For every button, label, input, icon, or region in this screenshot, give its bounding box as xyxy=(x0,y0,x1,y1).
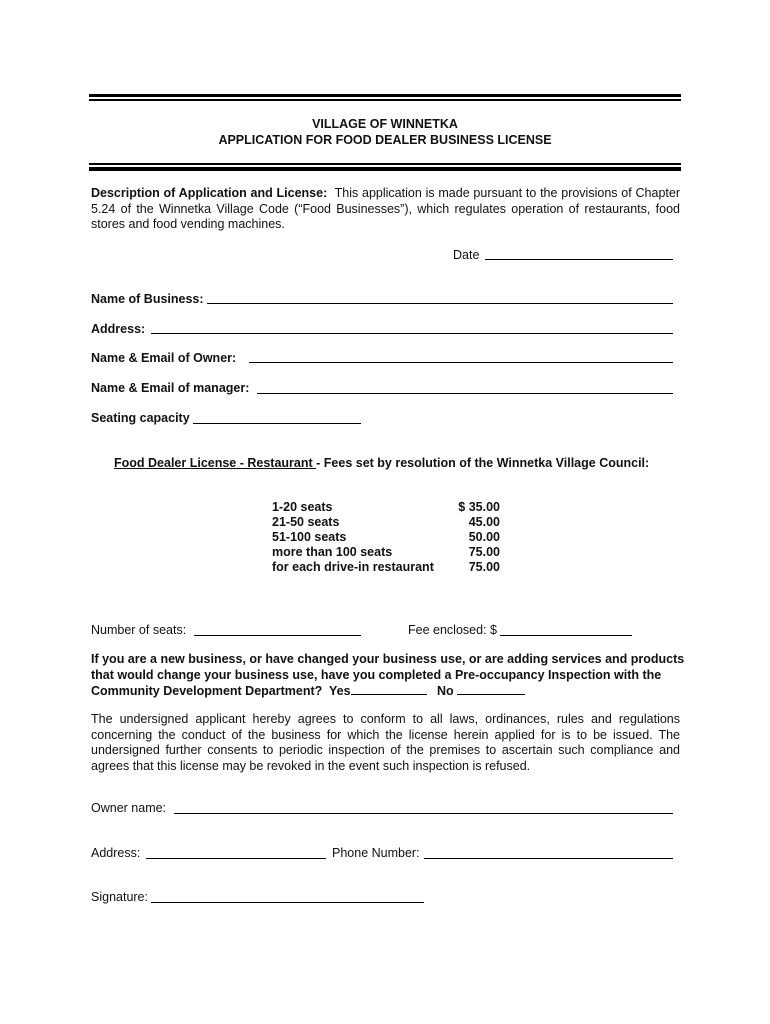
header-rule-thin xyxy=(89,163,681,165)
fee-row xyxy=(272,560,500,575)
signoff-address-label: Address: xyxy=(91,846,141,860)
signoff-address-field[interactable] xyxy=(146,858,326,859)
fee-row xyxy=(272,530,500,545)
owner-name-field[interactable] xyxy=(174,813,673,814)
fee-row xyxy=(272,500,500,515)
business-name-label: Name of Business: xyxy=(91,292,204,306)
description-heading: Description of Application and License: xyxy=(91,186,328,200)
inspection-yes-label: Yes xyxy=(329,684,351,698)
page-title-line2: APPLICATION FOR FOOD DEALER BUSINESS LICENSE xyxy=(218,133,552,147)
fees-heading xyxy=(114,456,649,470)
manager-label: Name & Email of manager: xyxy=(91,381,250,395)
date-field[interactable] xyxy=(485,259,673,260)
fee-enclosed-label: Fee enclosed: $ xyxy=(408,623,497,637)
inspection-no-field[interactable] xyxy=(457,683,525,695)
top-rule-thick xyxy=(89,94,681,97)
inspection-yes-field[interactable] xyxy=(351,683,427,695)
inspection-question-text: If you are a new business, or have changed your business use, or are adding services and products that would change your business use, have you completed a Pre-occupancy Inspection with the Community Development Department? xyxy=(91,652,685,698)
description-text: This application is made pursuant to the provisions of Chapter 5.24 of the Winnetka Village Code (“Food Businesses”), which regulates operation of restaurants, food stores and food vending machines. xyxy=(91,186,680,231)
owner-name-label: Owner name: xyxy=(91,801,167,815)
inspection-question xyxy=(91,652,691,700)
fee-category: 51-100 seats xyxy=(272,530,347,544)
signature-field[interactable] xyxy=(151,902,424,903)
signature-label: Signature: xyxy=(91,890,148,904)
phone-number-field[interactable] xyxy=(424,858,673,859)
fee-category: for each drive-in restaurant xyxy=(272,560,434,574)
seating-capacity-label: Seating capacity xyxy=(91,411,190,425)
fees-heading-rest: - Fees set by resolution of the Winnetka Village Council: xyxy=(316,456,650,470)
fee-amount: $ 35.00 xyxy=(458,500,500,514)
fee-amount: 50.00 xyxy=(468,530,500,544)
fee-enclosed-field[interactable] xyxy=(500,635,632,636)
owner-field[interactable] xyxy=(249,362,673,363)
page-title-line1: VILLAGE OF WINNETKA xyxy=(312,117,458,131)
address-label: Address: xyxy=(91,322,146,336)
manager-field[interactable] xyxy=(257,393,673,394)
agreement-paragraph: The undersigned applicant hereby agrees to conform to all laws, ordinances, rules and regulations concerning the conduct of the business for which the license herein applied for is to be issued. The undersigned further consents to periodic inspection of the premises to ascertain such compliance and agrees that this license may be revoked in the event such inspection is refused. xyxy=(91,712,680,773)
fee-category: more than 100 seats xyxy=(272,545,393,559)
phone-number-label: Phone Number: xyxy=(332,846,420,860)
inspection-no-label: No xyxy=(437,684,454,698)
fee-amount: 75.00 xyxy=(468,545,500,559)
description-paragraph xyxy=(91,186,680,233)
header-rule-thick xyxy=(89,167,681,171)
number-of-seats-field[interactable] xyxy=(194,635,361,636)
fee-amount: 75.00 xyxy=(468,560,500,574)
business-name-field[interactable] xyxy=(207,303,673,304)
fee-row xyxy=(272,545,500,560)
fee-row xyxy=(272,515,500,530)
seating-capacity-field[interactable] xyxy=(193,423,361,424)
number-of-seats-label: Number of seats: xyxy=(91,623,187,637)
top-rule-thin xyxy=(89,99,681,101)
fee-category: 21-50 seats xyxy=(272,515,340,529)
fee-amount: 45.00 xyxy=(468,515,500,529)
address-field[interactable] xyxy=(151,333,673,334)
owner-label: Name & Email of Owner: xyxy=(91,351,237,365)
date-label: Date xyxy=(453,248,480,262)
fee-category: 1-20 seats xyxy=(272,500,333,514)
fees-heading-license-type: Food Dealer License - Restaurant xyxy=(114,456,317,470)
